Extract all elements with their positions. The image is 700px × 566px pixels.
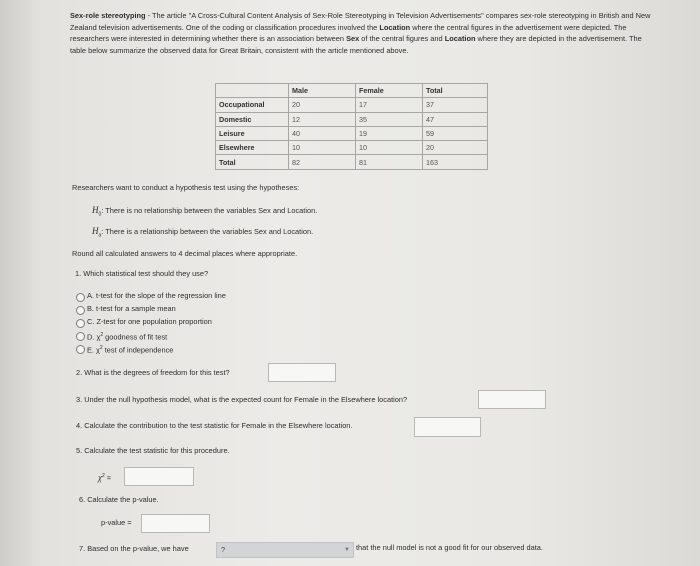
table-header-cell: Female bbox=[356, 84, 423, 98]
question-7-suffix: that the null model is not a good fit for our observed data. bbox=[356, 543, 543, 552]
table-cell: 10 bbox=[289, 141, 356, 155]
degrees-of-freedom-input[interactable] bbox=[268, 363, 336, 382]
table-cell: 19 bbox=[356, 126, 423, 140]
chi-square-label: $\chi^2$ = bbox=[98, 472, 112, 483]
row-label: Elsewhere bbox=[216, 141, 289, 155]
table-cell: 47 bbox=[423, 112, 488, 126]
table-cell: 37 bbox=[423, 98, 488, 112]
table-header-cell: Male bbox=[289, 84, 356, 98]
table-row bbox=[216, 98, 488, 112]
option-e-label[interactable]: E. $\chi^2$ test of independence bbox=[87, 345, 174, 355]
p-value-input[interactable] bbox=[141, 514, 210, 533]
table-header-row bbox=[216, 84, 488, 98]
question-2: 2. What is the degrees of freedom for this test? bbox=[76, 368, 230, 377]
problem-intro: Sex-role stereotyping - The article "A Cross-Cultural Content Analysis of Sex-Role Stereotyping in Television Advertisements" compares sex-role stereotyping in British and New Zealand television advertisements. One of the coding or classification procedures involved the Location where the central figures in the advertisement were depicted. The researchers were interested in determining whether there is an association between Sex of the central figures and Location where they are depicted in the advertisement. The table below summarize the observed data for Great Britain, consistent with the article mentioned above. bbox=[70, 11, 651, 55]
alternative-hypothesis: $H_a$: There is a relationship between the variables Sex and Location. bbox=[92, 226, 314, 239]
question-1: 1. Which statistical test should they use? bbox=[75, 269, 209, 278]
contribution-input[interactable] bbox=[414, 417, 481, 437]
row-label: Leisure bbox=[216, 126, 289, 140]
option-a-radio[interactable] bbox=[76, 293, 85, 302]
table-cell: 81 bbox=[356, 155, 423, 169]
test-statistic-input[interactable] bbox=[124, 467, 194, 486]
table-header-cell bbox=[216, 84, 289, 98]
table-row bbox=[216, 141, 488, 155]
table-cell: 59 bbox=[423, 126, 488, 140]
p-value-label: p-value = bbox=[101, 518, 132, 527]
table-total-row bbox=[216, 155, 488, 169]
row-label: Total bbox=[216, 155, 289, 169]
table-cell: 20 bbox=[289, 98, 356, 112]
chevron-down-icon: ▼ bbox=[344, 547, 350, 553]
table-cell: 40 bbox=[289, 126, 356, 140]
option-e-radio[interactable] bbox=[76, 345, 85, 354]
row-label: Domestic bbox=[216, 112, 289, 126]
conclusion-select[interactable] bbox=[216, 542, 354, 558]
option-c-radio[interactable] bbox=[76, 319, 85, 328]
row-label: Occupational bbox=[216, 98, 289, 112]
table-cell: 20 bbox=[423, 141, 488, 155]
table-cell: 82 bbox=[289, 155, 356, 169]
question-5: 5. Calculate the test statistic for this procedure. bbox=[76, 446, 230, 455]
conclusion-select-value: ? bbox=[221, 545, 226, 554]
hypotheses-intro: Researchers want to conduct a hypothesis test using the hypotheses: bbox=[72, 183, 300, 192]
rounding-note: Round all calculated answers to 4 decimal places where appropriate. bbox=[72, 249, 298, 258]
table-cell: 10 bbox=[356, 141, 423, 155]
option-a-label[interactable]: A. t-test for the slope of the regression line bbox=[87, 291, 226, 300]
option-b-radio[interactable] bbox=[76, 306, 85, 315]
option-d-label[interactable]: D. $\chi^2$ goodness of fit test bbox=[87, 332, 168, 342]
option-d-radio[interactable] bbox=[76, 332, 85, 341]
table-header-cell: Total bbox=[423, 84, 488, 98]
option-c-label[interactable]: C. Z-test for one population proportion bbox=[87, 317, 212, 326]
null-hypothesis: $H_0$: There is no relationship between the variables Sex and Location. bbox=[92, 205, 318, 218]
table-cell: 35 bbox=[356, 112, 423, 126]
expected-count-input[interactable] bbox=[478, 390, 546, 409]
intro-title: Sex-role stereotyping bbox=[70, 11, 146, 20]
question-6: 6. Calculate the p-value. bbox=[79, 495, 159, 504]
option-b-label[interactable]: B. t-test for a sample mean bbox=[87, 304, 176, 313]
observed-data-table bbox=[215, 83, 488, 170]
question-3: 3. Under the null hypothesis model, what is the expected count for Female in the Elsewhere location? bbox=[76, 395, 408, 404]
table-cell: 163 bbox=[423, 155, 488, 169]
table-row bbox=[216, 126, 488, 140]
question-4: 4. Calculate the contribution to the test statistic for Female in the Elsewhere location. bbox=[76, 421, 353, 430]
table-cell: 12 bbox=[289, 112, 356, 126]
intro-text: The article "A Cross-Cultural Content Analysis of Sex-Role Stereotyping in Television Advertisements" compares sex-role stereotyping in British and New Zealand television advertisements. One of the coding or classification procedures involved the bbox=[70, 11, 651, 32]
table-cell: 17 bbox=[356, 98, 423, 112]
question-7: 7. Based on the p-value, we have bbox=[79, 544, 189, 553]
table-row bbox=[216, 112, 488, 126]
